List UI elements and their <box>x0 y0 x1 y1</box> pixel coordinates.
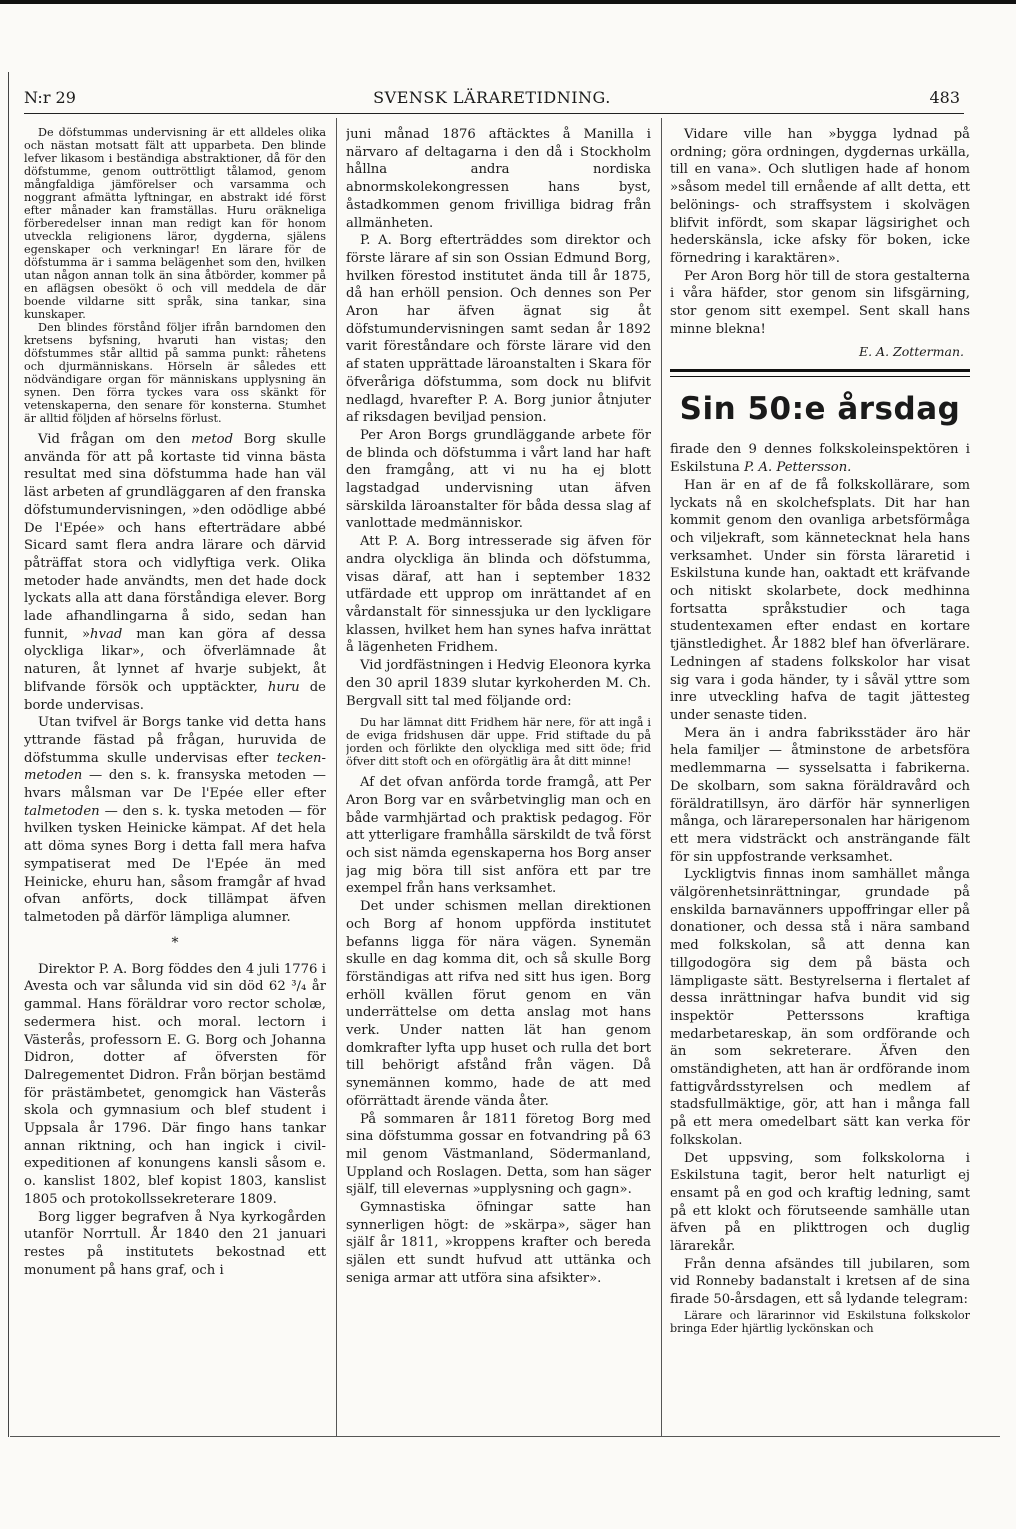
paragraph: På sommaren år 1811 företog Borg med sina döfstumma gossar en fotvandring på 63 mil genom Västmanland, Södermanland, Uppland och Roslagen. Detta, som han säger själf, till elevernas »upplysning och gagn». <box>346 1111 651 1198</box>
paragraph: Utan tvifvel är Borgs tanke vid detta hans yttrande fästad på frågan, huruvida de döfstumma skulle undervisas efter tecken-metoden — den s. k. fransyska metoden — hvars målsman var De l'Epée eller efter talmetoden — den s. k. tyska metoden — för hvilken tysken Heinicke kämpat. Af det hela att döma synes Borg i detta fall mera hafva sympatiserat med De l'Epée än med Heinicke, ehuru han, såsom framgår af hvad ofvan anförts, dock tillämpat äfven talmetoden på därför lämpliga alumner. <box>24 715 326 925</box>
page-number: 483 <box>929 88 960 107</box>
paragraph: Den blindes förstånd följer ifrån barndomen den kretsens byfsning, hvaruti han vistas; den döfstummes står alltid på samma punkt: råhetens och djurmänniskans. Hörseln är således ett nödvändigare organ för människans upplysning än synen. Den förra tyckes vara oss skänkt för vetenskaperna, den senare för konsterna. Stumhet är alltid följden af hörselns förlust. <box>24 321 326 425</box>
left-frame-line <box>8 72 9 1437</box>
paragraph: Vidare ville han »bygga lydnad på ordning; göra ordningen, dygdernas urkälla, till en vana». Och slutligen hade af honom »såsom medel till ernående af allt detta, ett belönings- och straffsystem i skolvägen blifvit infördt, som skapar lägsirighet och hederskänsla, icke afsky för boken, icke förnedring i karaktären». <box>670 127 970 266</box>
paragraph: Han är en af de få folkskollärare, som lyckats nå en skolchefsplats. Dit har han kommit genom den ovanliga arbetsförmåga och viljekraft, som kännetecknat hela hans verksamhet. Under sin första läraretid i Eskilstuna kunde han, oaktadt ett kräfvande och nitiskt skolarbete, dock medhinna fortsatta språkstudier och taga studentexamen efter endast en kortare tjänstledighet. År 1882 blef han öfverlärare. Ledningen af stadens folkskolor har visat sig vara i goda händer, ty i såväl yttre som inre utveckling hafva de tagit jättesteg under senaste tiden. <box>670 477 970 723</box>
paragraph: Mera än i andra fabriksstäder äro här hela familjer — åtminstone de arbetsföra medlemmarna — sysselsatta i fabrikerna. De skolbarn, som sakna föräldravård och föräldratillsyn, äro därför här synnerligen många, och lärarepersonalen har härigenom ett mera vidsträckt och ansträngande fält för sin uppfostrande verksamhet. <box>670 725 970 865</box>
paragraph: Per Aron Borgs grundläggande arbete för de blinda och döfstumma i vårt land har haft den framgång, att vi nu ha ej blott lagstadgad undervisning utan äfven särskilda läroanstalter för båda dessa slag af vanlottade medmänniskor. <box>346 427 651 532</box>
paragraph: Från denna afsändes till jubilaren, som vid Ronneby badanstalt i kretsen af de sina firade 50-årsdagen, ett så lydande telegram: <box>670 1256 970 1308</box>
page-header <box>24 86 960 116</box>
paragraph: Borg ligger begrafven å Nya kyrkogården utanför Norrtull. År 1840 den 21 januari restes på institutets bekostnad ett monument på hans graf, och i <box>24 1209 326 1278</box>
column-divider-1 <box>336 118 337 1436</box>
quote: Du har lämnat ditt Fridhem här nere, för att ingå i de eviga fridshusen där uppe. Frid stiftade du på jorden och förlikte den olyckliga med sitt öde; frid öfver ditt stoft och en oförgätlig ära åt ditt minne! <box>346 716 651 769</box>
paragraph: Det uppsving, som folkskolorna i Eskilstuna tagit, beror helt naturligt ej ensamt på en god och kraftig ledning, samt på ett klokt och förutseende samhälle utan äfven på en plikttrogen och duglig lärarekår. <box>670 1150 970 1255</box>
paragraph: P. A. Borg efterträddes som direktor och förste lärare af sin son Ossian Edmund Borg, hvilken förestod institutet ända till år 1875, då han erhöll pension. Och dennes son Per Aron har äfven ägnat sig åt döfstumundervisningen samt sedan år 1892 varit föreståndare och förste lärare vid den af staten upprättade läroanstalten i Skara för öfveråriga döfstumma, som dock nu blifvit nedlagd, hvarefter P. A. Borg junior åtnjuter af riksdagen beviljad pension. <box>346 233 651 426</box>
paragraph: Vid jordfästningen i Hedvig Eleonora kyrka den 30 april 1839 slutar kyrkoherden M. Ch. Bergvall sitt tal med följande ord: <box>346 658 651 709</box>
column-1 <box>24 126 326 1434</box>
column-divider-2 <box>661 118 662 1436</box>
paragraph: Vid frågan om den metod Borg skulle använda för att på kortaste tid vinna bästa resultat med sina döfstumma hade han väl läst arbeten af grundläggaren af den franska döfstumundervisningen, »den odödlige abbé De l'Epée» och hans efterträdare abbé Sicard samt flera andra lärare och därvid påträffat stora och vidlyftiga verk. Olika metoder hade användts, men det hade dock lyckats alla att dana förståndiga elever. Borg lade afhandlingarna å sido, sedan han funnit, »hvad man kan göra af dessa olyckliga likar», och öfverlämnade åt naturen, åt lynnet af hvarje subjekt, åt blifvande försök och upptäckter, huru de borde undervisas. <box>24 432 326 713</box>
bottom-rule <box>10 1436 1000 1437</box>
paragraph: Direktor P. A. Borg föddes den 4 juli 1776 i Avesta och var sålunda vid sin död 62 ³/₄ år gammal. Hans föräldrar voro rector scholæ, sedermera hist. och moral. lectorn i Västerås, professorn E. G. Borg och Johanna Didron, dotter af öfversten för Dalregementet Didron. Från början bestämd för prästämbetet, genomgick han Västerås skola och gymnasium och blef student i Uppsala år 1796. Där fingo hans tankar annan riktning, och han ingick i civil-expeditionen af konungens kansli såsom e. o. kanslist 1802, blef kopist 1803, kanslist 1805 och protokollssekreterare 1809. <box>24 961 326 1207</box>
author-signature: E. A. Zotterman. <box>858 344 964 360</box>
paragraph: juni månad 1876 aftäcktes å Manilla i närvaro af deltagarna i den då i Stockholm hållna andra nordiska abnormskolekongressen hans byst, åstadkommen genom frivilliga bidrag från allmänheten. <box>346 127 651 231</box>
paragraph: Lyckligtvis finnas inom samhället många välgörenhetsinrättningar, grundade på enskilda barnavänners uppoffringar eller på donationer, och dessa stå i nära samband med folkskolan, så att denna kan tillgodogöra sig dem på bästa och lämpligaste sätt. Bestyrelserna i flertalet af dessa inrättningar hafva bundit vid sig inspektör Petterssons kraftiga medarbetareskap, än som ordförande och än som sekreterare. Äfven den omständigheten, att han är ordförande inom fattigvårdsstyrelsen och medlem af stadsfullmäktige, gör, att han i många fall på ett mera omedelbart sätt kan verka för folkskolan. <box>670 867 970 1148</box>
header-rule <box>24 113 964 114</box>
paragraph: De döfstummas undervisning är ett alldeles olika och nästan motsatt fält att upparbeta. Den blinde lefver likasom i beständiga abstraktioner, då för den döfstumme, genom outtröttligt tålamod, genom mångfaldiga jämförelser och varsamma och noggrant afmätta lyftningar, en abstrakt idé först efter månader kan framställas. Huru oräkneliga förberedelser innan man redigt kan för honom utveckla religionens läror, dygderna, själens egenskaper och verkningar! En lärare för de döfstumma är i samma belägenhet som den, hvilken utan någon annan tolk än sina åtbörder, kommer på en aflägsen obesökt ö och vill meddela de där boende vildarne sitt språk, sina tankar, sina kunskaper. <box>24 126 326 321</box>
telegram-text: Lärare och lärarinnor vid Eskilstuna folkskolor bringa Eder hjärtlig lyckönskan och <box>670 1308 970 1335</box>
column-3 <box>670 126 970 1434</box>
issue-number: N:r 29 <box>24 88 76 107</box>
article-headline: Sin 50:e årsdag <box>679 391 961 428</box>
top-border <box>0 0 1016 4</box>
paragraph: Gymnastiska öfningar satte han synnerligen högt: de »skärpa», säger han själf år 1811, »kroppens krafter och bereda själen ett sundt hufvud att uttänka och seniga armar att utföra sina afsikter». <box>346 1200 651 1286</box>
paragraph: Det under schismen mellan direktionen och Borg af honom uppförda institutet befanns ligga för nära vägen. Synemän skulle en dag komma dit, och så skulle Borg förständigas att rifva ned sitt hus igen. Borg erhöll kvällen förut genom en vän underrättelse om detta anslag mot hans verk. Under natten lät han genom domkrafter lyfta upp huset och rulla det bort till behörigt afstånd från vägen. Då synemännen kommo, hade de att med oförrättadt ärende vända åter. <box>346 899 651 1109</box>
paragraph: Af det ofvan anförda torde framgå, att Per Aron Borg var en svårbetvinglig man och en både varmhjärtad och praktisk pedagog. För att ytterligare framhålla särskildt de två först och sist nämda egenskaperna hos Borg anser jag mig böra till sist anföra ett par tre exempel från hans verksamhet. <box>346 775 651 897</box>
paragraph: firade den 9 dennes folkskoleinspektören i Eskilstuna P. A. Pettersson. <box>670 442 970 476</box>
paragraph: Att P. A. Borg intresserade sig äfven för andra olyckliga än blinda och döfstumma, visas däraf, att han i september 1832 utfärdade ett upprop om inrättandet af en vårdanstalt för sinnessjuka ur den lyckligare klassen, hvilket hem han synes hafva inrättat å lägenheten Fridhem. <box>346 534 651 656</box>
publication-title: SVENSK LÄRARETIDNING. <box>373 88 611 107</box>
section-break-star: * <box>171 934 179 951</box>
paragraph: Per Aron Borg hör till de stora gestalterna i våra häfder, stor genom sin lifsgärning, stor genom sitt exempel. Sent skall hans minne blekna! <box>670 268 970 337</box>
column-2 <box>346 126 651 1434</box>
article-divider <box>670 369 970 377</box>
